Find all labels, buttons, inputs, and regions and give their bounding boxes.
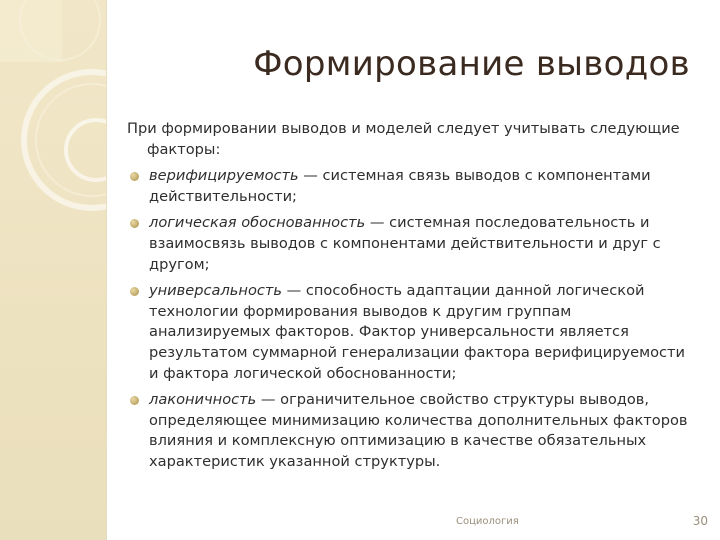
bullet-icon bbox=[130, 172, 139, 181]
sidebar-divider bbox=[106, 0, 107, 540]
factor-term: универсальность bbox=[149, 282, 282, 300]
factor-term: верифицируемость bbox=[149, 167, 299, 185]
page-number: 30 bbox=[692, 514, 708, 528]
list-item bbox=[127, 166, 695, 207]
decorative-rings-graphic bbox=[0, 0, 106, 540]
slide-body bbox=[127, 119, 695, 479]
slide-title: Формирование выводов bbox=[253, 44, 690, 84]
factor-term: логическая обоснованность bbox=[149, 214, 366, 232]
list-item bbox=[127, 281, 695, 384]
factor-list bbox=[127, 166, 695, 472]
intro-paragraph: При формировании выводов и моделей следует учитывать следующие факторы: bbox=[127, 120, 680, 158]
factor-term: лаконичность bbox=[149, 391, 257, 409]
footer-label: Социология bbox=[456, 516, 519, 527]
factor-definition: — системная связь выводов с компонентами действительности; bbox=[149, 167, 651, 205]
list-item bbox=[127, 390, 695, 472]
factor-definition: — способность адаптации данной логической технологии формирования выводов к другим группам анализируемых факторов. Фактор универсальности является результатом суммарной генерализации фактора верифицируемости и фактора логической обоснованности; bbox=[149, 282, 686, 382]
factor-definition: — ограничительное свойство структуры выводов, определяющее минимизацию количества дополнительных факторов влияния и комплексную оптимизацию в качестве обязательных характеристик указанной структуры. bbox=[149, 391, 688, 470]
bullet-icon bbox=[130, 287, 139, 296]
bullet-icon bbox=[130, 396, 139, 405]
list-item bbox=[127, 213, 695, 275]
factor-definition: — системная последовательность и взаимосвязь выводов с компонентами действительности и друг с другом; bbox=[149, 214, 661, 273]
decorative-sidebar bbox=[0, 0, 106, 540]
bullet-icon bbox=[130, 219, 139, 228]
